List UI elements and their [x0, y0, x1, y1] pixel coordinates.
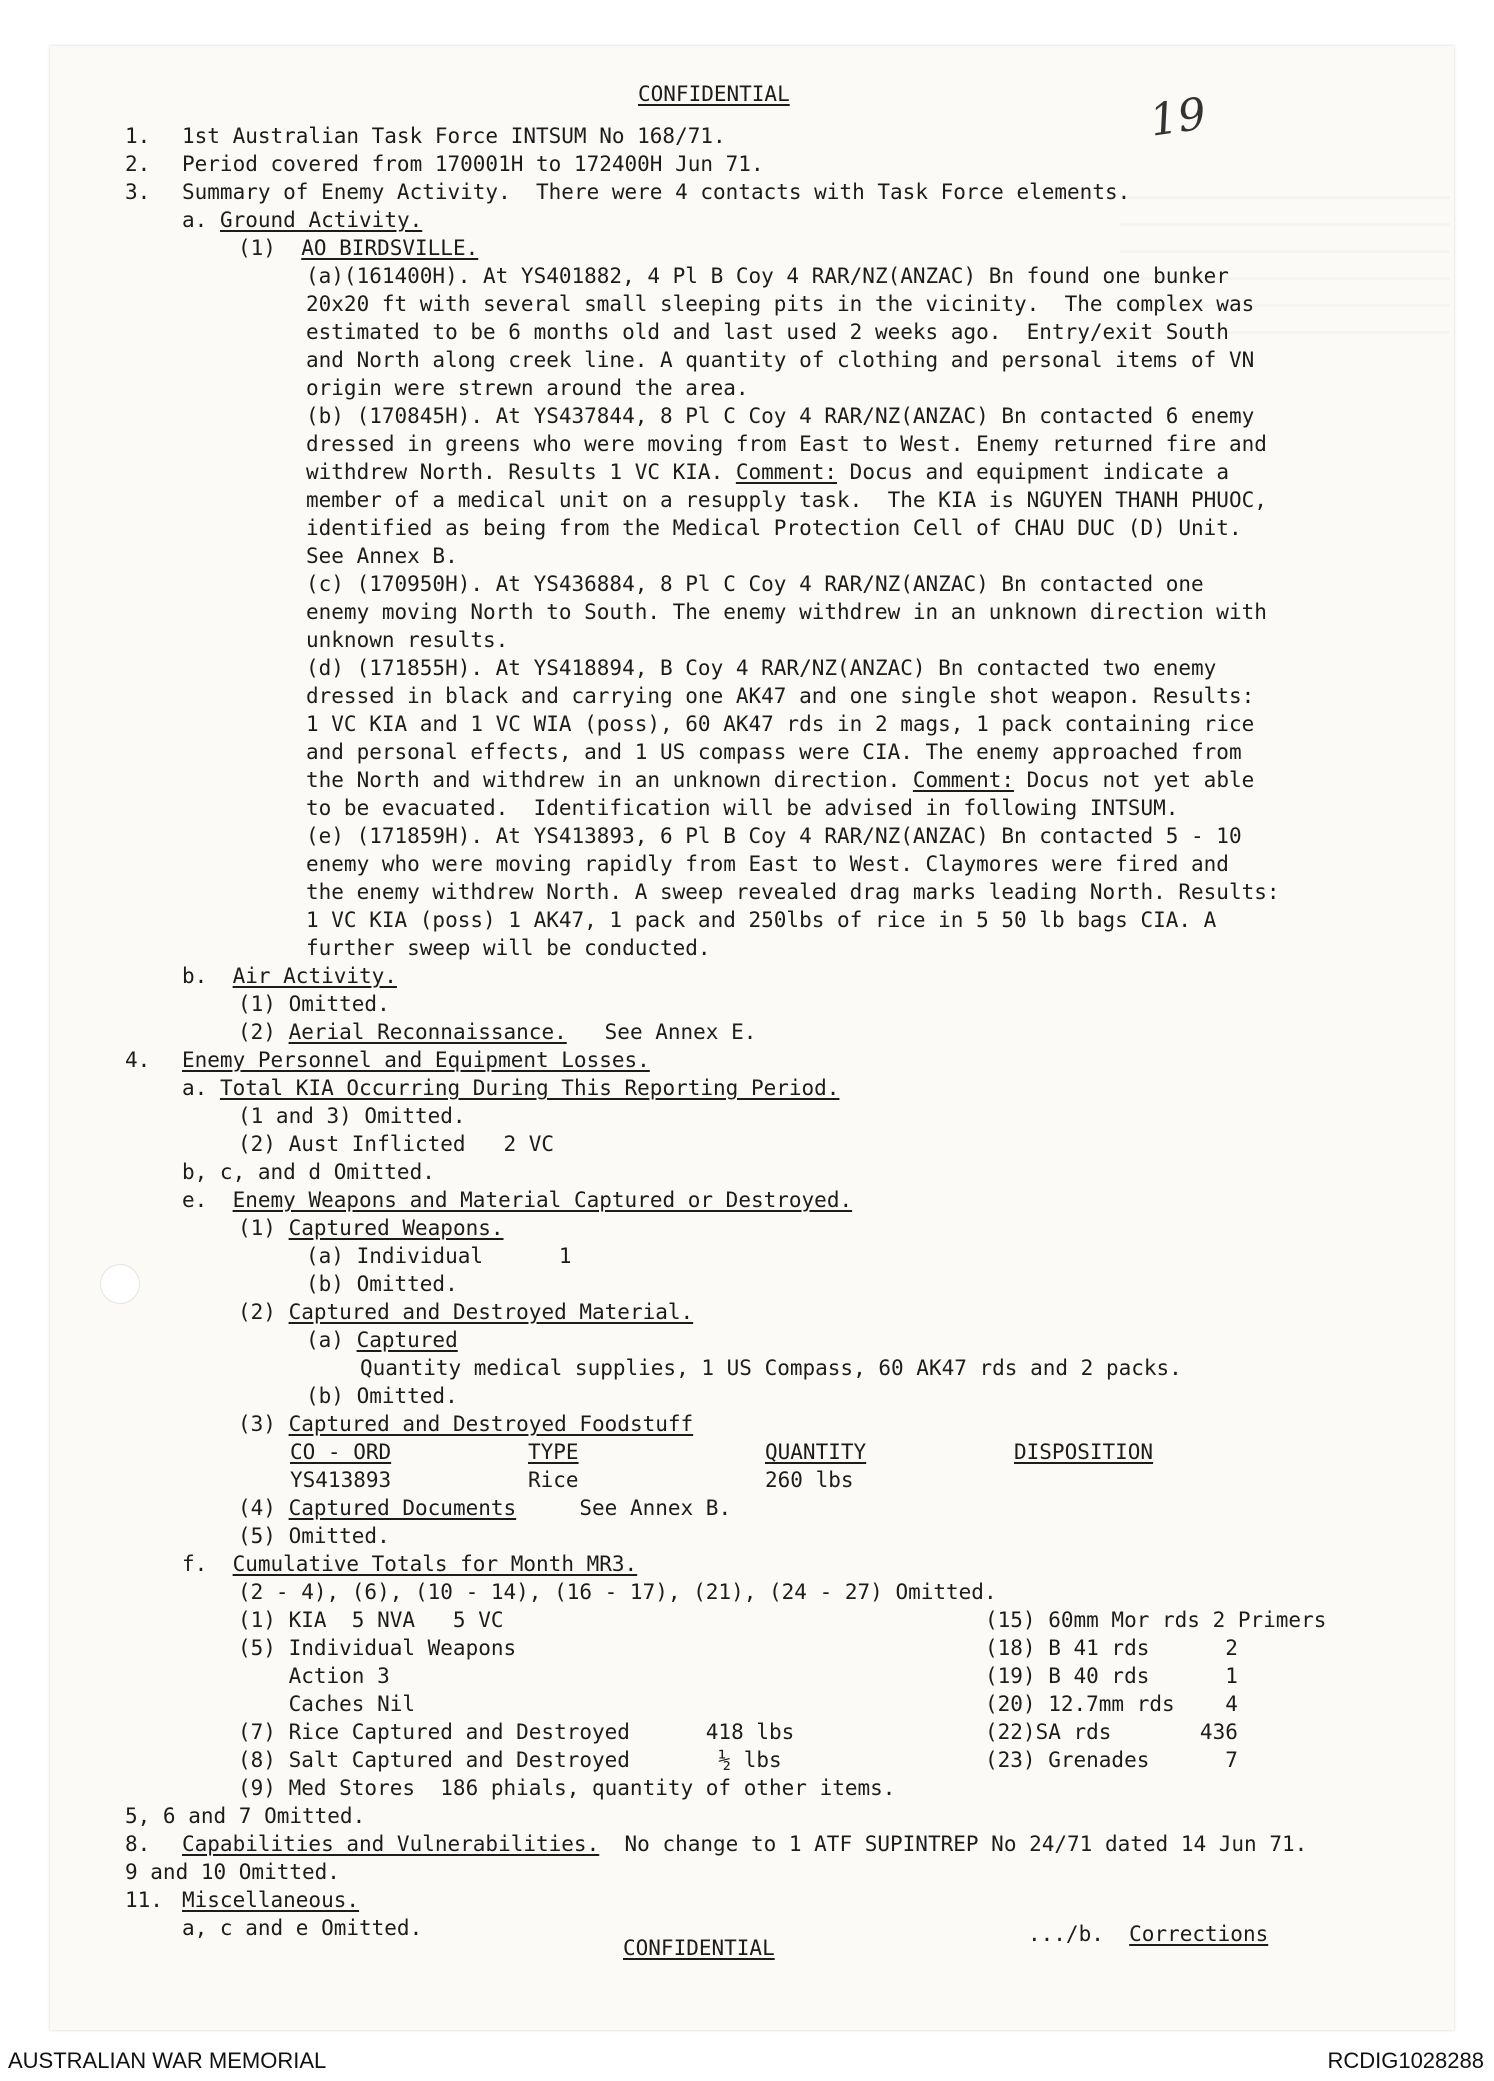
row-type: Rice — [528, 1468, 579, 1492]
page-number-handwritten: 19 — [1146, 88, 1210, 147]
kia-heading: a. Total KIA Occurring During This Reporting Period. — [182, 1076, 840, 1100]
cumulative-right-item: (18) B 41 rds 2 — [985, 1636, 1238, 1660]
contact-d-line: to be evacuated. Identification will be advised in following INTSUM. — [306, 796, 1179, 820]
kia-item-2: (2) Aust Inflicted 2 VC — [238, 1132, 555, 1156]
contact-e-line: enemy who were moving rapidly from East to West. Claymores were fired and — [306, 852, 1229, 876]
contact-a-line: (a)(161400H). At YS401882, 4 Pl B Coy 4 RAR/NZ(ANZAC) Bn found one bunker — [306, 264, 1229, 288]
watermark-right: RCDIG1028288 — [1327, 2048, 1484, 2073]
cumulative-left-item: (5) Individual Weapons — [238, 1636, 517, 1660]
contact-d-line: the North and withdrew in an unknown direction. Comment: Docus not yet able — [306, 768, 1255, 792]
cumulative-left-item: (9) Med Stores 186 phials, quantity of other items. — [238, 1776, 896, 1800]
captured-weapons-a: (a) Individual 1 — [306, 1244, 572, 1268]
item-2-num: 2. — [125, 152, 151, 176]
contact-b-line: member of a medical unit on a resupply task. The KIA is NGUYEN THANH PHUOC, — [306, 488, 1267, 512]
item-2-text: Period covered from 170001H to 172400H Jun 71. — [182, 152, 764, 176]
contact-a-line: estimated to be 6 months old and last used 2 weeks ago. Entry/exit South — [306, 320, 1229, 344]
col-type: TYPE — [528, 1440, 579, 1464]
contact-b-line: See Annex B. — [306, 544, 458, 568]
contact-d-line: 1 VC KIA and 1 VC WIA (poss), 60 AK47 rds in 2 mags, 1 pack containing rice — [306, 712, 1255, 736]
air-item-1: (1) Omitted. — [238, 992, 390, 1016]
contact-d-line: (d) (171855H). At YS418894, B Coy 4 RAR/NZ(ANZAC) Bn contacted two enemy — [306, 656, 1217, 680]
cumulative-right-item: (19) B 40 rds 1 — [985, 1664, 1238, 1688]
col-quantity: QUANTITY — [765, 1440, 867, 1464]
item-1-num: 1. — [125, 124, 151, 148]
col-disposition: DISPOSITION — [1014, 1440, 1154, 1464]
item-11-title: Miscellaneous. — [182, 1888, 360, 1912]
contact-a-line: 20x20 ft with several small sleeping pits in the vicinity. The complex was — [306, 292, 1255, 316]
captured-material-b: (b) Omitted. — [306, 1384, 458, 1408]
row-coord: YS413893 — [290, 1468, 392, 1492]
contact-e-line: the enemy withdrew North. A sweep revealed drag marks leading North. Results: — [306, 880, 1280, 904]
contact-c-line: unknown results. — [306, 628, 509, 652]
contact-a-line: origin were strewn around the area. — [306, 376, 749, 400]
captured-documents: (4) Captured Documents See Annex B. — [238, 1496, 732, 1520]
cumulative-left-item: (7) Rice Captured and Destroyed 418 lbs — [238, 1720, 795, 1744]
captured-material-a: (a) Captured — [306, 1328, 458, 1352]
cumulative-right-item: (23) Grenades 7 — [985, 1748, 1238, 1772]
item-3-num: 3. — [125, 180, 151, 204]
contact-d-line: and personal effects, and 1 US compass were CIA. The enemy approached from — [306, 740, 1242, 764]
air-item-2: (2) Aerial Reconnaissance. See Annex E. — [238, 1020, 757, 1044]
captured-weapons-b: (b) Omitted. — [306, 1272, 458, 1296]
cumulative-left-item: (8) Salt Captured and Destroyed ½ lbs — [238, 1748, 782, 1772]
header-confidential: CONFIDENTIAL — [638, 82, 790, 106]
contact-c-line: enemy moving North to South. The enemy withdrew in an unknown direction with — [306, 600, 1267, 624]
cumulative-left-item: Caches Nil — [238, 1692, 416, 1716]
contact-b-line: withdrew North. Results 1 VC KIA. Comment: Docus and equipment indicate a — [306, 460, 1229, 484]
punch-hole — [100, 1264, 140, 1304]
contact-b-line: identified as being from the Medical Protection Cell of CHAU DUC (D) Unit. — [306, 516, 1242, 540]
omit-910: 9 and 10 Omitted. — [125, 1860, 340, 1884]
item-3-text: Summary of Enemy Activity. There were 4 contacts with Task Force elements. — [182, 180, 1131, 204]
contact-b-line: dressed in greens who were moving from East to West. Enemy returned fire and — [306, 432, 1267, 456]
kia-item-1: (1 and 3) Omitted. — [238, 1104, 466, 1128]
contact-e-line: (e) (171859H). At YS413893, 6 Pl B Coy 4 RAR/NZ(ANZAC) Bn contacted 5 - 10 — [306, 824, 1242, 848]
item-4-title: Enemy Personnel and Equipment Losses. — [182, 1048, 650, 1072]
captured-material-text: Quantity medical supplies, 1 US Compass, 60 AK47 rds and 2 packs. — [360, 1356, 1182, 1380]
contact-b-line: (b) (170845H). At YS437844, 8 Pl C Coy 4 RAR/NZ(ANZAC) Bn contacted 6 enemy — [306, 404, 1255, 428]
contact-d-line: dressed in black and carrying one AK47 and one single shot weapon. Results: — [306, 684, 1255, 708]
footer-confidential: CONFIDENTIAL — [623, 1936, 775, 1960]
ground-activity-heading: a. Ground Activity. — [182, 208, 423, 232]
omit-ace: a, c and e Omitted. — [182, 1916, 423, 1940]
cumulative-heading: f. Cumulative Totals for Month MR3. — [182, 1552, 638, 1576]
cumulative-right-item: (15) 60mm Mor rds 2 Primers — [985, 1608, 1327, 1632]
captured-material: (2) Captured and Destroyed Material. — [238, 1300, 694, 1324]
item-8-num: 8. — [125, 1832, 151, 1856]
cumulative-left-item: (1) KIA 5 NVA 5 VC — [238, 1608, 504, 1632]
watermark-left: AUSTRALIAN WAR MEMORIAL — [8, 2048, 327, 2073]
foodstuff-heading: (3) Captured and Destroyed Foodstuff — [238, 1412, 694, 1436]
cumulative-omitted: (2 - 4), (6), (10 - 14), (16 - 17), (21), (24 - 27) Omitted. — [238, 1580, 997, 1604]
cumulative-right-item: (20) 12.7mm rds 4 — [985, 1692, 1238, 1716]
contact-e-line: 1 VC KIA (poss) 1 AK47, 1 pack and 250lbs of rice in 5 50 lb bags CIA. A — [306, 908, 1217, 932]
cumulative-right-item: (22)SA rds 436 — [985, 1720, 1238, 1744]
item-1-text: 1st Australian Task Force INTSUM No 168/71. — [182, 124, 726, 148]
item-8-text: Capabilities and Vulnerabilities. No change to 1 ATF SUPINTREP No 24/71 dated 14 Jun 71. — [182, 1832, 1308, 1856]
omit-567: 5, 6 and 7 Omitted. — [125, 1804, 366, 1828]
air-activity-heading: b. Air Activity. — [182, 964, 397, 988]
weapons-heading: e. Enemy Weapons and Material Captured or Destroyed. — [182, 1188, 853, 1212]
item-11-num: 11. — [125, 1888, 163, 1912]
bcd-omitted: b, c, and d Omitted. — [182, 1160, 435, 1184]
item-5-omitted: (5) Omitted. — [238, 1524, 390, 1548]
item-4-num: 4. — [125, 1048, 151, 1072]
contact-e-line: further sweep will be conducted. — [306, 936, 711, 960]
captured-weapons: (1) Captured Weapons. — [238, 1216, 504, 1240]
continued-marker: .../b. Corrections — [1028, 1922, 1269, 1946]
row-quantity: 260 lbs — [765, 1468, 854, 1492]
ao-heading: (1) AO BIRDSVILLE. — [238, 236, 479, 260]
contact-c-line: (c) (170950H). At YS436884, 8 Pl C Coy 4 RAR/NZ(ANZAC) Bn contacted one — [306, 572, 1204, 596]
contact-a-line: and North along creek line. A quantity of clothing and personal items of VN — [306, 348, 1255, 372]
col-coord: CO - ORD — [290, 1440, 392, 1464]
cumulative-left-item: Action 3 — [238, 1664, 390, 1688]
